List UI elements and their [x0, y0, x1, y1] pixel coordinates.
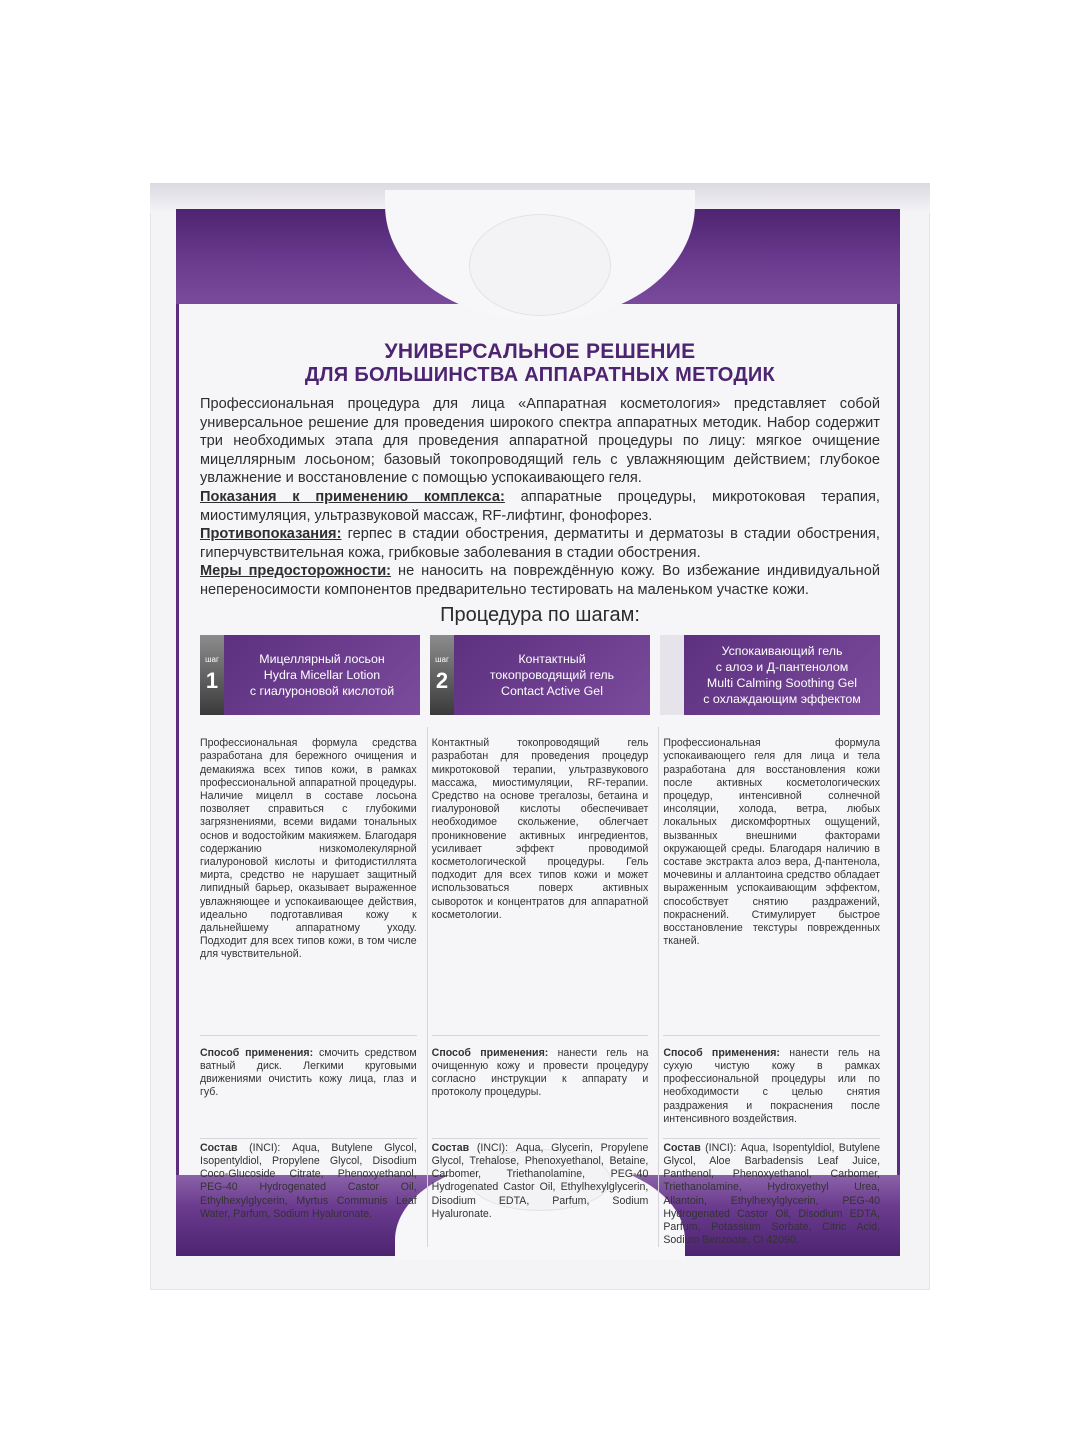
step-1-number: 1: [205, 668, 219, 694]
step-1-column: [200, 727, 417, 1248]
step-2-badge: [430, 635, 454, 715]
step-1-composition: [200, 1142, 417, 1221]
step-3-composition: [663, 1142, 880, 1248]
step-2-header: [430, 635, 650, 715]
step-3-usage-text: нанести гель на сухую чистую кожу в рамках профессиональной процедуры или по необходимости с целью снятия раздражения и покраснения после интенсивного воздействия.: [663, 1046, 881, 1125]
contraindications-text: герпес в стадии обострения, дерматиты и дерматозы в стадии обострения, гиперчувствительная кожа, грибковые заболевания в стадии обострения.: [200, 526, 880, 561]
content: [200, 340, 880, 1247]
step-3-column: [658, 727, 880, 1248]
divider: [200, 1138, 417, 1139]
step-2-composition: [432, 1142, 649, 1221]
precautions: [200, 562, 880, 599]
step-2-composition-label: Состав: [431, 1141, 470, 1154]
title-line-1: УНИВЕРСАЛЬНОЕ РЕШЕНИЕ: [384, 340, 696, 363]
step-1-badge: [200, 635, 224, 715]
step-1-badge-label: шаг: [205, 655, 219, 665]
step-1-usage-text: смочить средством ватный диск. Легкими круговыми движениями очистить кожу лица, глаз и губ.: [200, 1046, 417, 1099]
step-3-usage: [663, 1047, 880, 1135]
contraindications-label: Противопоказания:: [200, 526, 342, 543]
step-3-name: Успокаивающий гель с алоэ и Д-пантенолом Multi Calming Soothing Gel с охлаждающим эффектом: [703, 643, 861, 706]
step-2-composition-text: (INCI): Aqua, Glycerin, Propylene Glycol, Trehalose, Phenoxyethanol, Betaine, Carbomer, Triethanolamine, PEG-40 Hydrogenated Castor Oil, Ethylhexylglycerin, Disodium EDTA, Parfum, Sodium Hyaluronate.: [431, 1141, 649, 1220]
indications: [200, 488, 880, 525]
step-1-description: Профессиональная формула средства разработана для бережного очищения и демакияжа всех типов кожи, в рамках профессиональной аппаратной процедуры. Наличие мицелл в составе лосьона позволяет справиться с глубокими загрязнениями, всеми видами тональных основ и водостойким макияжем. Благодаря содержанию низкомолекулярной гиалуроновой кислоты и фитодистиллята мирта, средство не нарушает защитный липидный барьер, оказывает выраженное увлажняющее и успокаивающее действия, идеально подготавливая кожу к дальнейшему аппаратному уходу. Подходит для всех типов кожи, в том числе для чувствительной.: [200, 737, 417, 961]
divider: [432, 1138, 649, 1139]
step-2-usage: [432, 1047, 649, 1135]
step-columns: [200, 727, 880, 1248]
precautions-text: не наносить на повреждённую кожу. Во избежание индивидуальной непереносимости компонентов предварительно тестировать на маленьком участке кожи.: [200, 563, 880, 598]
step-1-header: [200, 635, 420, 715]
step-1-usage: [200, 1047, 417, 1135]
step-1-composition-label: Состав: [200, 1141, 238, 1154]
step-2-usage-text: нанести гель на очищенную кожу и провести процедуру согласно инструкции к аппарату и протоколу процедуры.: [431, 1046, 649, 1099]
step-3-badge: [660, 635, 684, 715]
step-3-usage-label: Способ применения:: [663, 1046, 780, 1059]
title-line-2: ДЛЯ БОЛЬШИНСТВА АППАРАТНЫХ МЕТОДИК: [304, 364, 776, 386]
step-3-composition-text: (INCI): Aqua, Isopentyldiol, Butylene Glycol, Aloe Barbadensis Leaf Juice, Panthenol, Phenoxyethanol, Carbomer, Triethanolamine, Hydroxyethyl Urea, Allantoin, Ethylhexylglycerin, PEG-40 Hydrogenated Castor Oil, Disodium EDTA, Parfum, Potassium Sorbate, Citric Acid, Sodium Benzoate, CI 42090.: [663, 1141, 881, 1247]
divider: [432, 1035, 649, 1036]
step-1-usage-label: Способ применения:: [200, 1046, 314, 1059]
step-2-name: Контактный токопроводящий гель Contact Active Gel: [489, 651, 615, 698]
divider: [200, 1035, 417, 1036]
step-3-header: [660, 635, 880, 715]
steps-title: Процедура по шагам:: [440, 603, 640, 626]
step-2-description: Контактный токопроводящий гель разработан для проведения процедур микротоковой терапии, ультразвукового массажа, миостимуляции, RF-терапии. Средство на основе трегалозы, бетаина и гиалуроновой кислоты обеспечивает необходимое скольжение, облегчает проникновение активных ингредиентов, усиливает эффект проводимой косметологической процедуры. Гель подходит для всех типов кожи и может использоваться поверх активных сывороток и концентратов для аппаратной косметологии.: [431, 737, 649, 921]
step-3-description: Профессиональная формула успокаивающего геля для лица и тела разработана для восстановления кожи после активных косметологических процедур, интенсивной солнечной инсоляции, холода, ветра, любых локальных дискомфортных ощущений, вызванных внешними факторами окружающей среды. Благодаря наличию в составе экстракта алоэ вера, Д-пантенола, мочевины и аллантоина средство обладает выраженным успокаивающим эффектом, способствует снятию раздражений, покраснений. Стимулирует быстрое восстановление текстуры поврежденных тканей.: [663, 737, 881, 948]
indications-text: аппаратные процедуры, микротоковая терапия, миостимуляция, ультразвуковой массаж, RF-лифтинг, фонофорез.: [200, 488, 880, 524]
precautions-label: Меры предосторожности:: [200, 563, 392, 580]
top-tab-circle: [470, 215, 610, 315]
step-2-number: 2: [435, 668, 449, 694]
step-1-name: Мицеллярный лосьон Hydra Micellar Lotion с гиалуроновой кислотой: [249, 651, 395, 698]
divider: [663, 1035, 880, 1036]
divider: [663, 1138, 880, 1139]
step-2-badge-label: шаг: [435, 655, 449, 665]
step-2-usage-label: Способ применения:: [431, 1046, 549, 1059]
contraindications: [200, 525, 880, 562]
step-2-column: [427, 727, 649, 1248]
indications-label: Показания к применению комплекса:: [200, 488, 505, 505]
step-3-composition-label: Состав: [663, 1141, 701, 1154]
step-headers: [200, 635, 880, 715]
intro-text: Профессиональная процедура для лица «Аппаратная косметология» представляет собой универсальное решение для проведения широкого спектра аппаратных методик. Набор содержит три необходимых этапа для проведения аппаратной процедуры по лицу: мягкое очищение мицеллярным лосьоном; базовый токопроводящий гель с увлажняющим действием; глубокое увлажнение и восстановление с помощью успокаивающего геля.: [200, 396, 880, 487]
step-1-composition-text: (INCI): Aqua, Butylene Glycol, Isopentyldiol, Propylene Glycol, Disodium Coco-Glucoside Citrate, Phenoxyethanol, PEG-40 Hydrogenated Castor Oil, Ethylhexylglycerin, Myrtus Communis Leaf Water, Parfum, Sodium Hyaluronate.: [200, 1141, 417, 1220]
